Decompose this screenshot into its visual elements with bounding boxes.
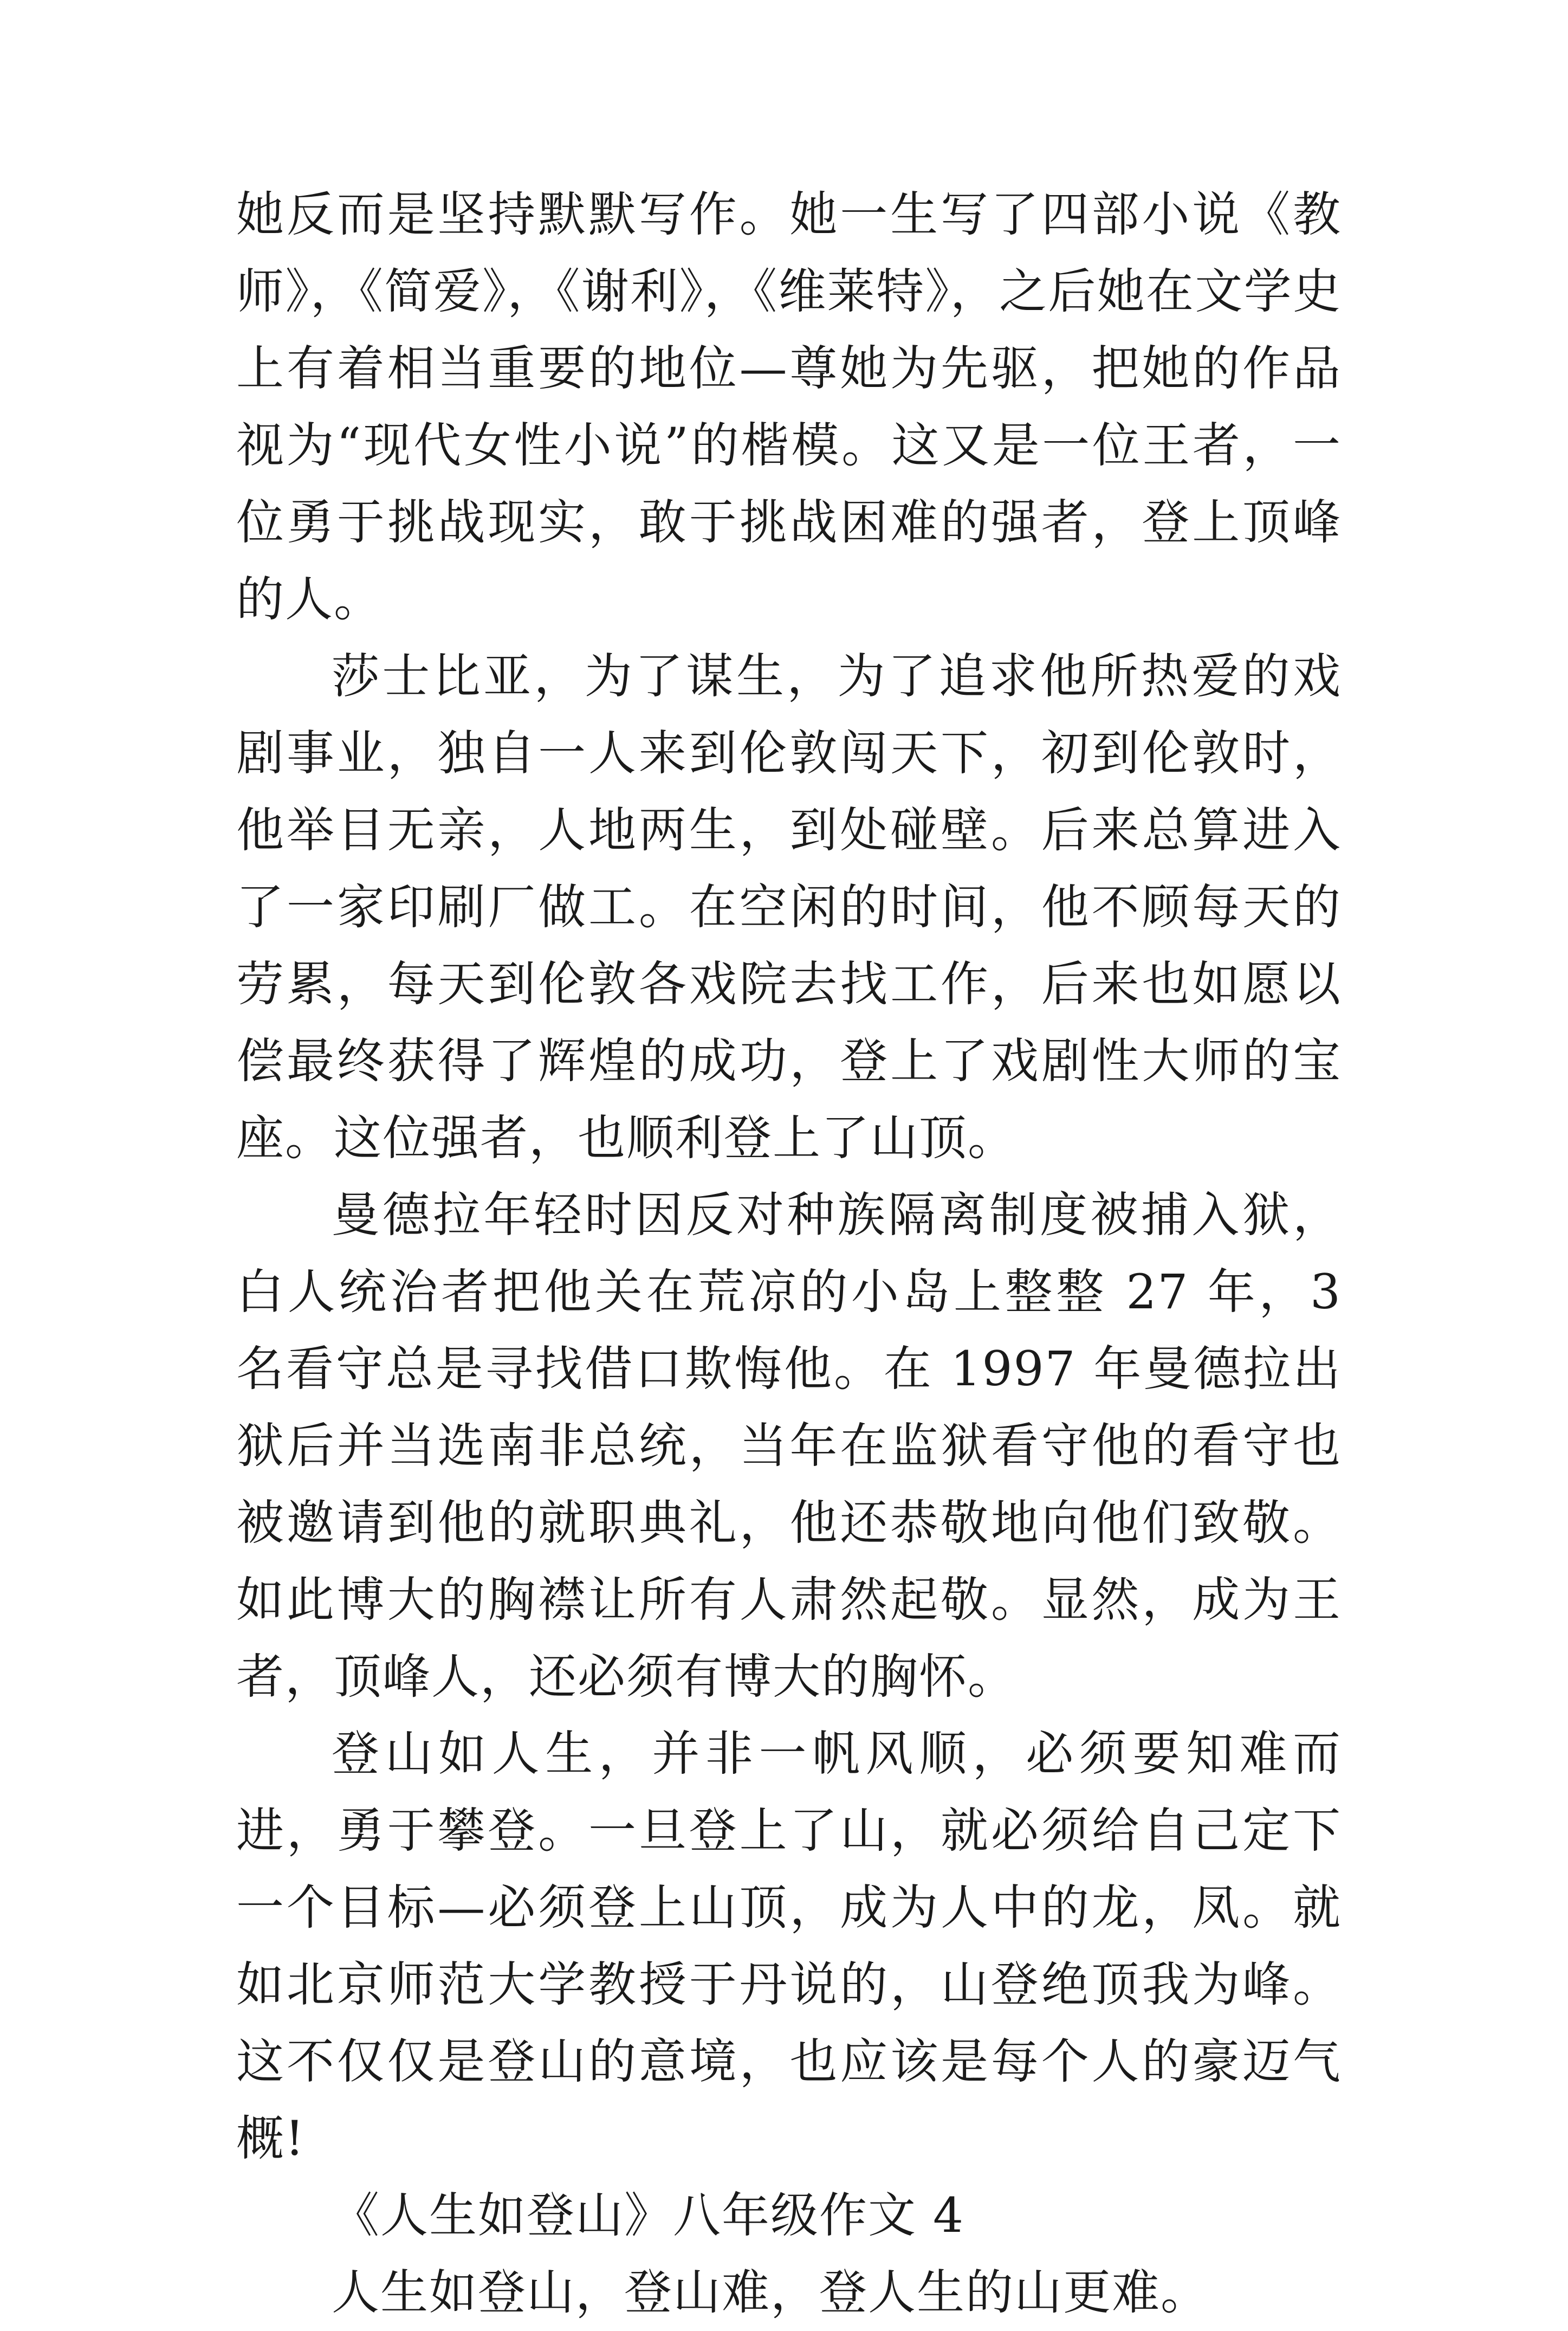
essay-title: 《人生如登山》八年级作文 4 <box>332 2187 964 2243</box>
paragraph-conclusion: 登山如人生，并非一帆风顺，必须要知难而进，勇于攀登。一旦登上了山，就必须给自己定下一个目标—必须登上山顶，成为人中的龙，凤。就如北京师范大学教授于丹说的，山登绝顶我为峰。这不仅仅是登山的意境，也应该是每个人的豪迈气概! <box>236 1726 1342 2166</box>
paragraph-mandela: 曼德拉年轻时因反对种族隔离制度被捕入狱，白人统治者把他关在荒凉的小岛上整整 27 年，3 名看守总是寻找借口欺悔他。在 1997 年曼德拉出狱后并当选南非总统，当年在监狱看守他的看守也被邀请到他的就职典礼，他还恭敬地向他们致敬。如此博大的胸襟让所有人肃然起敬。显然，成为王者，顶峰人，还必须有博大的胸怀。 <box>236 1187 1342 1704</box>
paragraph-continuation: 她反而是坚持默默写作。她一生写了四部小说《教师》，《简爱》，《谢利》，《维莱特》，之后她在文学史上有着相当重要的地位—尊她为先驱，把她的作品视为“现代女性小说”的楷模。这又是一位王者，一位勇于挑战现实，敢于挑战困难的强者，登上顶峰的人。 <box>236 186 1342 627</box>
paragraph-opening: 人生如登山，登山难，登人生的山更难。 <box>332 2264 1210 2320</box>
paragraph-shakespeare: 莎士比亚，为了谋生，为了追求他所热爱的戏剧事业，独自一人来到伦敦闯天下，初到伦敦时，他举目无亲，人地两生，到处碰壁。后来总算进入了一家印刷厂做工。在空闲的时间，他不顾每天的劳累，每天到伦敦各戏院去找工作，后来也如愿以偿最终获得了辉煌的成功，登上了戏剧性大师的宝座。这位强者，也顺利登上了山顶。 <box>236 648 1342 1166</box>
document-body <box>236 176 1342 2331</box>
